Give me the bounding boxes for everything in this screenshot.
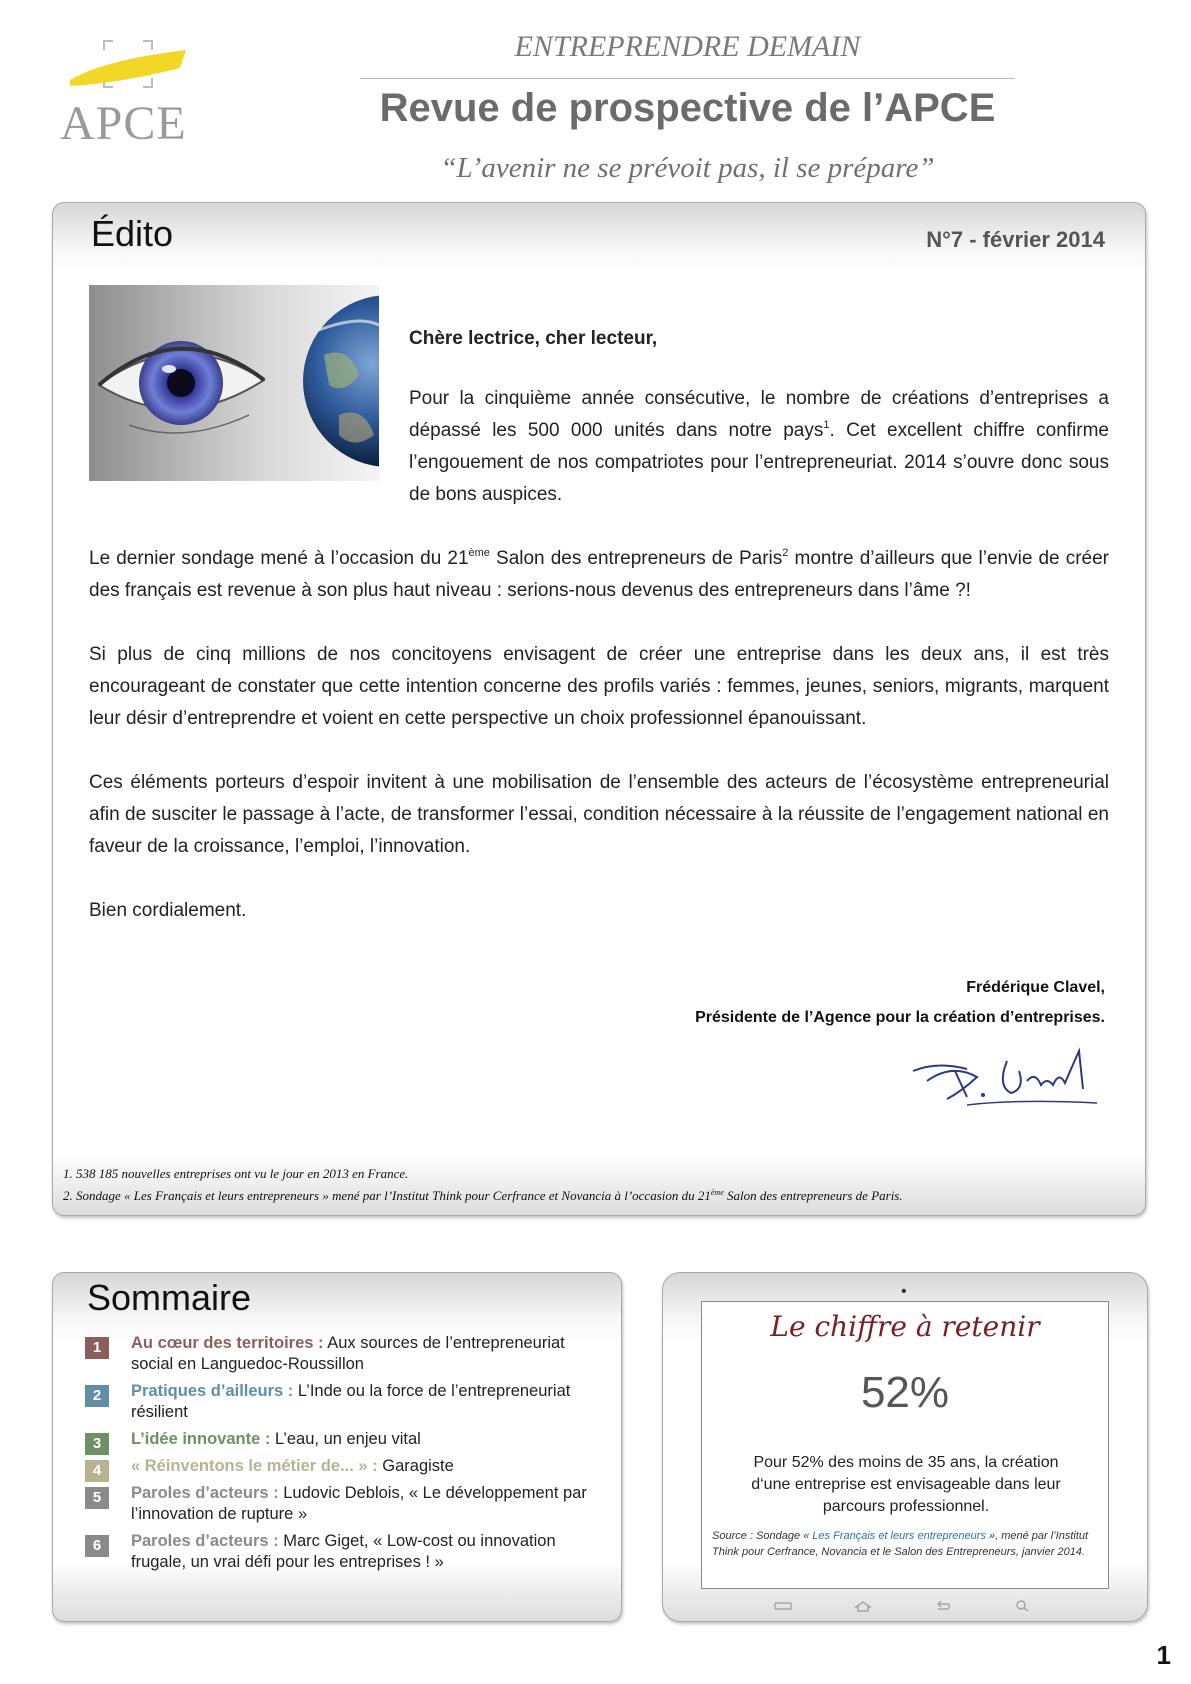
chiffre-tablet-panel bbox=[662, 1272, 1148, 1622]
letter-text: Le dernier sondage mené à l’occasion du 21 bbox=[89, 548, 469, 569]
toc-text: Ludovic Deblois, « Le développement par l’innovation de rupture » bbox=[131, 1484, 587, 1523]
table-of-contents bbox=[85, 1333, 605, 1579]
letter-paragraph bbox=[89, 543, 1109, 607]
toc-rubric: L’idée innovante : bbox=[131, 1430, 271, 1448]
toc-rubric: Paroles d’acteurs : bbox=[131, 1532, 279, 1550]
letter-paragraph: Si plus de cinq millions de nos concitoyens envisagent de créer une entreprise dans les deux ans, il est très encourageant de constater que cette intention concerne des profils variés : femmes, jeunes, seniors, migrants, marquent leur désir d’entreprendre et voient en cette perspective un choix professionnel épanouissant. bbox=[89, 644, 1109, 729]
edito-panel bbox=[52, 202, 1146, 1216]
toc-rubric: Paroles d’acteurs : bbox=[131, 1484, 279, 1502]
footnote: 1. 538 185 nouvelles entreprises ont vu le jour en 2013 en France. bbox=[63, 1166, 409, 1181]
toc-item[interactable] bbox=[85, 1483, 605, 1525]
publication-title: Revue de prospective de l’APCE bbox=[379, 86, 996, 130]
toc-number: 6 bbox=[85, 1535, 109, 1557]
toc-item[interactable] bbox=[85, 1333, 605, 1375]
toc-text: L’eau, un enjeu vital bbox=[270, 1430, 421, 1448]
logo-swoosh-icon bbox=[68, 46, 188, 96]
toc-rubric: Au cœur des territoires : bbox=[131, 1334, 324, 1352]
toc-text: Garagiste bbox=[377, 1457, 454, 1475]
edito-letter bbox=[89, 323, 1109, 959]
apce-logo bbox=[58, 36, 198, 150]
toc-number: 5 bbox=[85, 1487, 109, 1509]
toc-number: 1 bbox=[85, 1337, 109, 1359]
logo-text: APCE bbox=[60, 97, 187, 150]
footnote-text: 2. Sondage « Les Français et leurs entrepreneurs » mené par l’Institut Think pour Cerfrance et Novancia à l’occasion du 21 bbox=[63, 1188, 711, 1203]
toc-number: 3 bbox=[85, 1433, 109, 1455]
footnotes bbox=[63, 1163, 903, 1207]
toc-rubric: « Réinventons le métier de... » : bbox=[131, 1457, 378, 1475]
letter-text: montre d’ailleurs que l’envie de créer des français est revenue à son plus haut niveau : serions-nous devenus des entrepreneurs dans l’âme ?! bbox=[89, 548, 1109, 601]
toc-text: L’Inde ou la force de l’entrepreneuriat résilient bbox=[131, 1382, 571, 1421]
tablet-nav-bar bbox=[773, 1599, 1033, 1613]
menu-icon[interactable] bbox=[773, 1601, 793, 1611]
tablet-camera-icon: • bbox=[901, 1283, 907, 1300]
toc-number: 2 bbox=[85, 1385, 109, 1407]
edito-heading: Édito bbox=[91, 213, 174, 254]
search-icon[interactable] bbox=[1013, 1600, 1033, 1612]
publication-motto: “L’avenir ne se prévoit pas, il se prépare” bbox=[440, 152, 935, 184]
publication-kicker: ENTREPRENDRE DEMAIN bbox=[514, 30, 861, 63]
source-text: Source : Sondage « bbox=[712, 1530, 813, 1542]
toc-text: Marc Giget, « Low-cost ou innovation frugale, un vrai défi pour les entreprises ! » bbox=[131, 1532, 556, 1571]
letter-paragraph: Ces éléments porteurs d’espoir invitent à une mobilisation de l’ensemble des acteurs de l’écosystème entrepreneurial afin de susciter le passage à l’acte, de transformer l’essai, condition nécessaire à la réussite de l’engagement national en faveur de la croissance, l’emploi, l’innovation. bbox=[89, 772, 1109, 857]
toc-number: 4 bbox=[85, 1460, 109, 1482]
chiffre-value: 52% bbox=[860, 1368, 950, 1417]
footnote bbox=[63, 1185, 903, 1207]
chiffre-source bbox=[712, 1528, 1102, 1560]
toc-rubric: Pratiques d’ailleurs : bbox=[131, 1382, 294, 1400]
back-icon[interactable] bbox=[933, 1600, 953, 1612]
sommaire-panel bbox=[52, 1272, 622, 1622]
signer-name: Frédérique Clavel, bbox=[966, 979, 1105, 996]
toc-item[interactable] bbox=[85, 1456, 605, 1477]
letter-text: Pour la cinquième année consécutive, le nombre de créations d’entreprises a dépassé les 500 000 unités dans notre pays bbox=[409, 388, 1109, 441]
issue-label: N°7 - février 2014 bbox=[926, 227, 1105, 252]
signer-role: Présidente de l’Agence pour la création d’entreprises. bbox=[695, 1009, 1105, 1026]
toc-item[interactable] bbox=[85, 1531, 605, 1573]
letter-salutation: Chère lectrice, cher lecteur, bbox=[409, 328, 658, 349]
home-icon[interactable] bbox=[853, 1600, 873, 1612]
source-link[interactable]: Les Français et leurs entrepreneurs bbox=[812, 1530, 986, 1542]
sommaire-heading: Sommaire bbox=[87, 1277, 252, 1318]
header-divider bbox=[360, 78, 1015, 79]
letter-text: . Cet excellent chiffre confirme l’engouement de nos compatriotes pour l’entrepreneuriat. 2014 s’ouvre donc sous de bons auspices. bbox=[409, 420, 1109, 505]
footnote-ref: 2 bbox=[782, 547, 789, 559]
ordinal-suffix: ème bbox=[468, 547, 490, 559]
toc-item[interactable] bbox=[85, 1429, 605, 1450]
footnote-ref: 1 bbox=[823, 419, 830, 431]
source-text: », mené par l’Institut Think pour Cerfrance, Novancia et le Salon des Entrepreneurs, janvier 2014. bbox=[712, 1530, 1089, 1558]
handwritten-signature bbox=[907, 1041, 1107, 1111]
signature-block bbox=[695, 973, 1105, 1033]
page-number: 1 bbox=[1156, 1640, 1171, 1670]
image-wrap-space bbox=[89, 323, 409, 485]
toc-item[interactable] bbox=[85, 1381, 605, 1423]
chiffre-heading: Le chiffre à retenir bbox=[770, 1310, 1040, 1343]
footnote-text: Salon des entrepreneurs de Paris. bbox=[723, 1188, 903, 1203]
letter-text: Salon des entrepreneurs de Paris bbox=[489, 548, 783, 569]
chiffre-description: Pour 52% des moins de 35 ans, la création d‘une entreprise est envisageable dans leur parcours professionnel. bbox=[751, 1454, 1061, 1515]
tablet-screen bbox=[701, 1301, 1109, 1589]
ordinal-suffix: ème bbox=[710, 1188, 724, 1197]
toc-text: Aux sources de l’entrepreneuriat social en Languedoc-Roussillon bbox=[131, 1334, 565, 1373]
letter-closing: Bien cordialement. bbox=[89, 900, 247, 921]
